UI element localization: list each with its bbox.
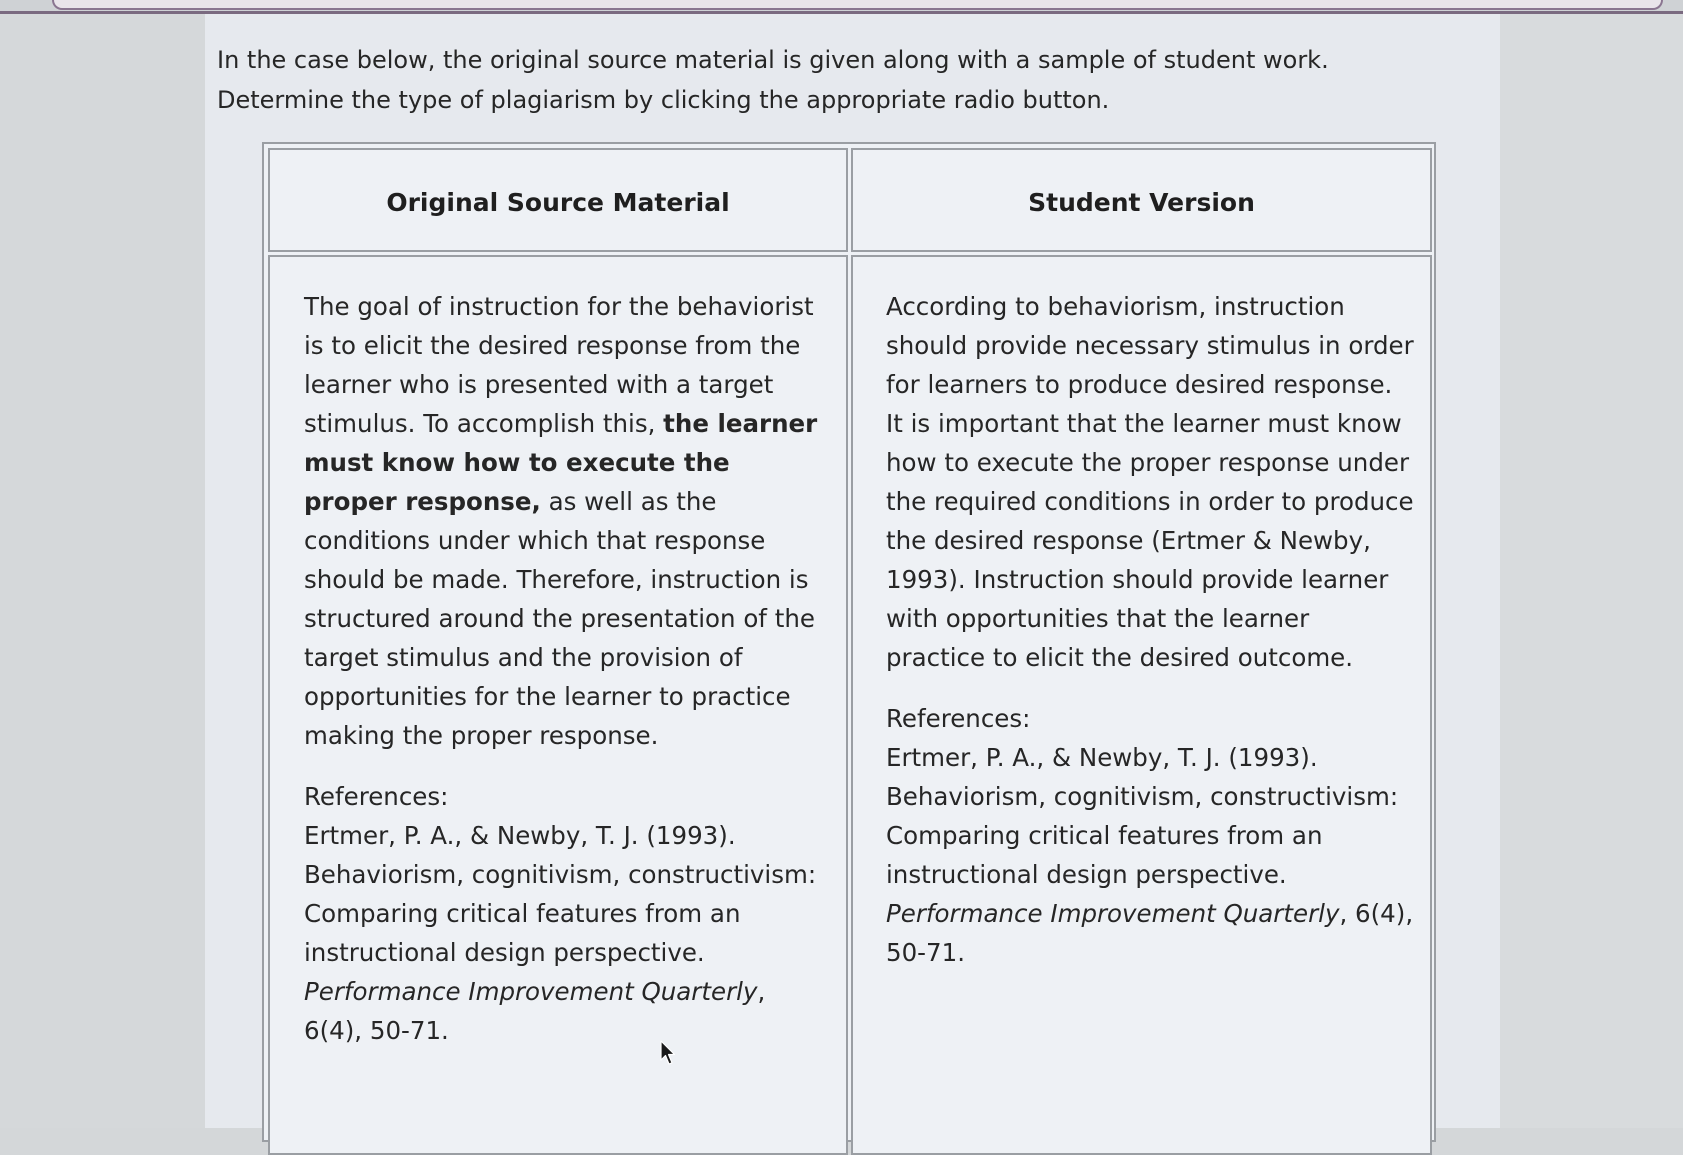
student-reference-suffix: , 6(4), 50-71. (886, 899, 1414, 967)
comparison-table (262, 142, 1436, 1142)
original-source-cell (268, 255, 848, 1155)
student-version-content (886, 287, 1416, 972)
student-references-label: References: (886, 704, 1031, 733)
original-text-before-bold: The goal of instruction for the behaviorist is to elicit the desired response from the learner who is presented with a target stimulus. To accomplish this, (304, 292, 814, 438)
student-version-cell (851, 255, 1432, 1155)
original-bold-phrase: the learner must know how to execute the proper response, (304, 409, 818, 516)
original-reference-authors: Ertmer, P. A., & Newby, T. J. (1993). Behaviorism, cognitivism, constructivism: Comparing critical features from an instructional design perspective. (304, 821, 817, 967)
screen-top-bezel (0, 0, 1683, 14)
student-references (886, 699, 1416, 972)
original-reference-journal: Performance Improvement Quarterly (304, 977, 758, 1006)
original-source-paragraph (304, 287, 824, 755)
student-version-header: Student Version (1028, 188, 1255, 217)
original-text-after-bold: as well as the conditions under which that response should be made. Therefore, instruction is structured around the presentation of the target stimulus and the provision of opportunities for the learner to practice making the proper response. (304, 487, 815, 750)
original-source-header-cell (268, 148, 848, 252)
student-version-header-cell (851, 148, 1432, 252)
instructions-text (217, 40, 1457, 120)
right-margin-background (1500, 14, 1683, 1128)
left-margin-background (0, 14, 205, 1128)
student-version-paragraph: According to behaviorism, instruction should provide necessary stimulus in order for learners to produce desired response. It is important that the learner must know how to execute the proper response under the required conditions in order to produce the desired response (Ertmer & Newby, 1993). Instruction should provide learner with opportunities that the learner practice to elicit the desired outcome. (886, 292, 1414, 672)
original-source-content (304, 287, 824, 1050)
instructions-line-2: Determine the type of plagiarism by clicking the appropriate radio button. (217, 86, 1110, 114)
original-reference-suffix: , 6(4), 50-71. (304, 977, 766, 1045)
instructions-line-1: In the case below, the original source material is given along with a sample of student work. (217, 46, 1329, 74)
original-source-header: Original Source Material (386, 188, 730, 217)
window-frame-rim (52, 0, 1663, 10)
student-reference-authors: Ertmer, P. A., & Newby, T. J. (1993). Behaviorism, cognitivism, constructivism: Comparing critical features from an instructional design perspective. (886, 743, 1399, 889)
original-references (304, 777, 824, 1050)
student-reference-journal: Performance Improvement Quarterly (886, 899, 1340, 928)
mouse-pointer-icon (660, 1040, 676, 1066)
original-references-label: References: (304, 782, 449, 811)
